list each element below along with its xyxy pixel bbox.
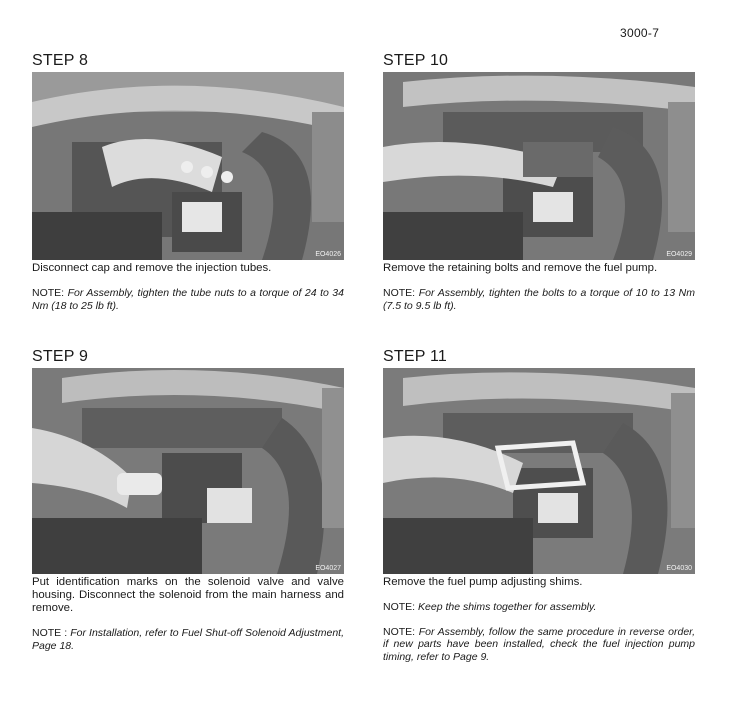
engine-photo	[383, 72, 695, 260]
step-11	[383, 348, 695, 663]
step-caption: Remove the fuel pump adjusting shims.	[383, 576, 583, 588]
step-title: STEP 9	[32, 348, 89, 365]
photo-code: EO4030	[666, 565, 692, 572]
engine-photo	[32, 368, 344, 574]
note-text: For Installation, refer to Fuel Shut-off Solenoid Adjustment, Page 18.	[32, 627, 344, 652]
note-label: NOTE:	[32, 287, 65, 299]
note-label: NOTE:	[383, 601, 416, 613]
note-label: NOTE:	[383, 625, 416, 638]
step-title: STEP 8	[32, 52, 89, 69]
note-text: For Assembly, tighten the tube nuts to a torque of 24 to 34 Nm (18 to 25 lb ft).	[32, 287, 344, 312]
step-8	[32, 52, 344, 312]
engine-photo-image	[32, 72, 344, 260]
engine-photo	[32, 72, 344, 260]
step-caption: Disconnect cap and remove the injection tubes.	[32, 262, 272, 274]
engine-photo-image	[32, 368, 344, 574]
photo-code: EO4029	[666, 251, 692, 258]
engine-photo	[383, 368, 695, 574]
step-note	[383, 601, 695, 614]
step-9	[32, 348, 344, 652]
step-title: STEP 10	[383, 52, 449, 69]
note-text: For Assembly, tighten the bolts to a torque of 10 to 13 Nm (7.5 to 9.5 lb ft).	[383, 287, 695, 312]
page-number: 3000-7	[620, 26, 660, 40]
photo-code: EO4026	[315, 251, 341, 258]
engine-photo-image	[383, 72, 695, 260]
photo-code: EO4027	[315, 565, 341, 572]
step-caption: Remove the retaining bolts and remove the fuel pump.	[383, 262, 658, 274]
note-label: NOTE :	[32, 627, 68, 639]
step-10	[383, 52, 695, 312]
step-caption: Put identification marks on the solenoid valve and valve housing. Disconnect the solenoid from the main harness and remove.	[32, 576, 344, 614]
step-note	[32, 287, 344, 312]
step-note	[383, 287, 695, 312]
step-note	[32, 627, 344, 652]
step-title: STEP 11	[383, 348, 447, 365]
step-note-2	[383, 626, 695, 664]
note-text: Keep the shims together for assembly.	[415, 601, 597, 613]
note-text: For Assembly, follow the same procedure in reverse order, if new parts have been installed, check the fuel injection pump timing, refer to Page 9.	[383, 625, 695, 663]
engine-photo-image	[383, 368, 695, 574]
note-label: NOTE:	[383, 287, 416, 299]
